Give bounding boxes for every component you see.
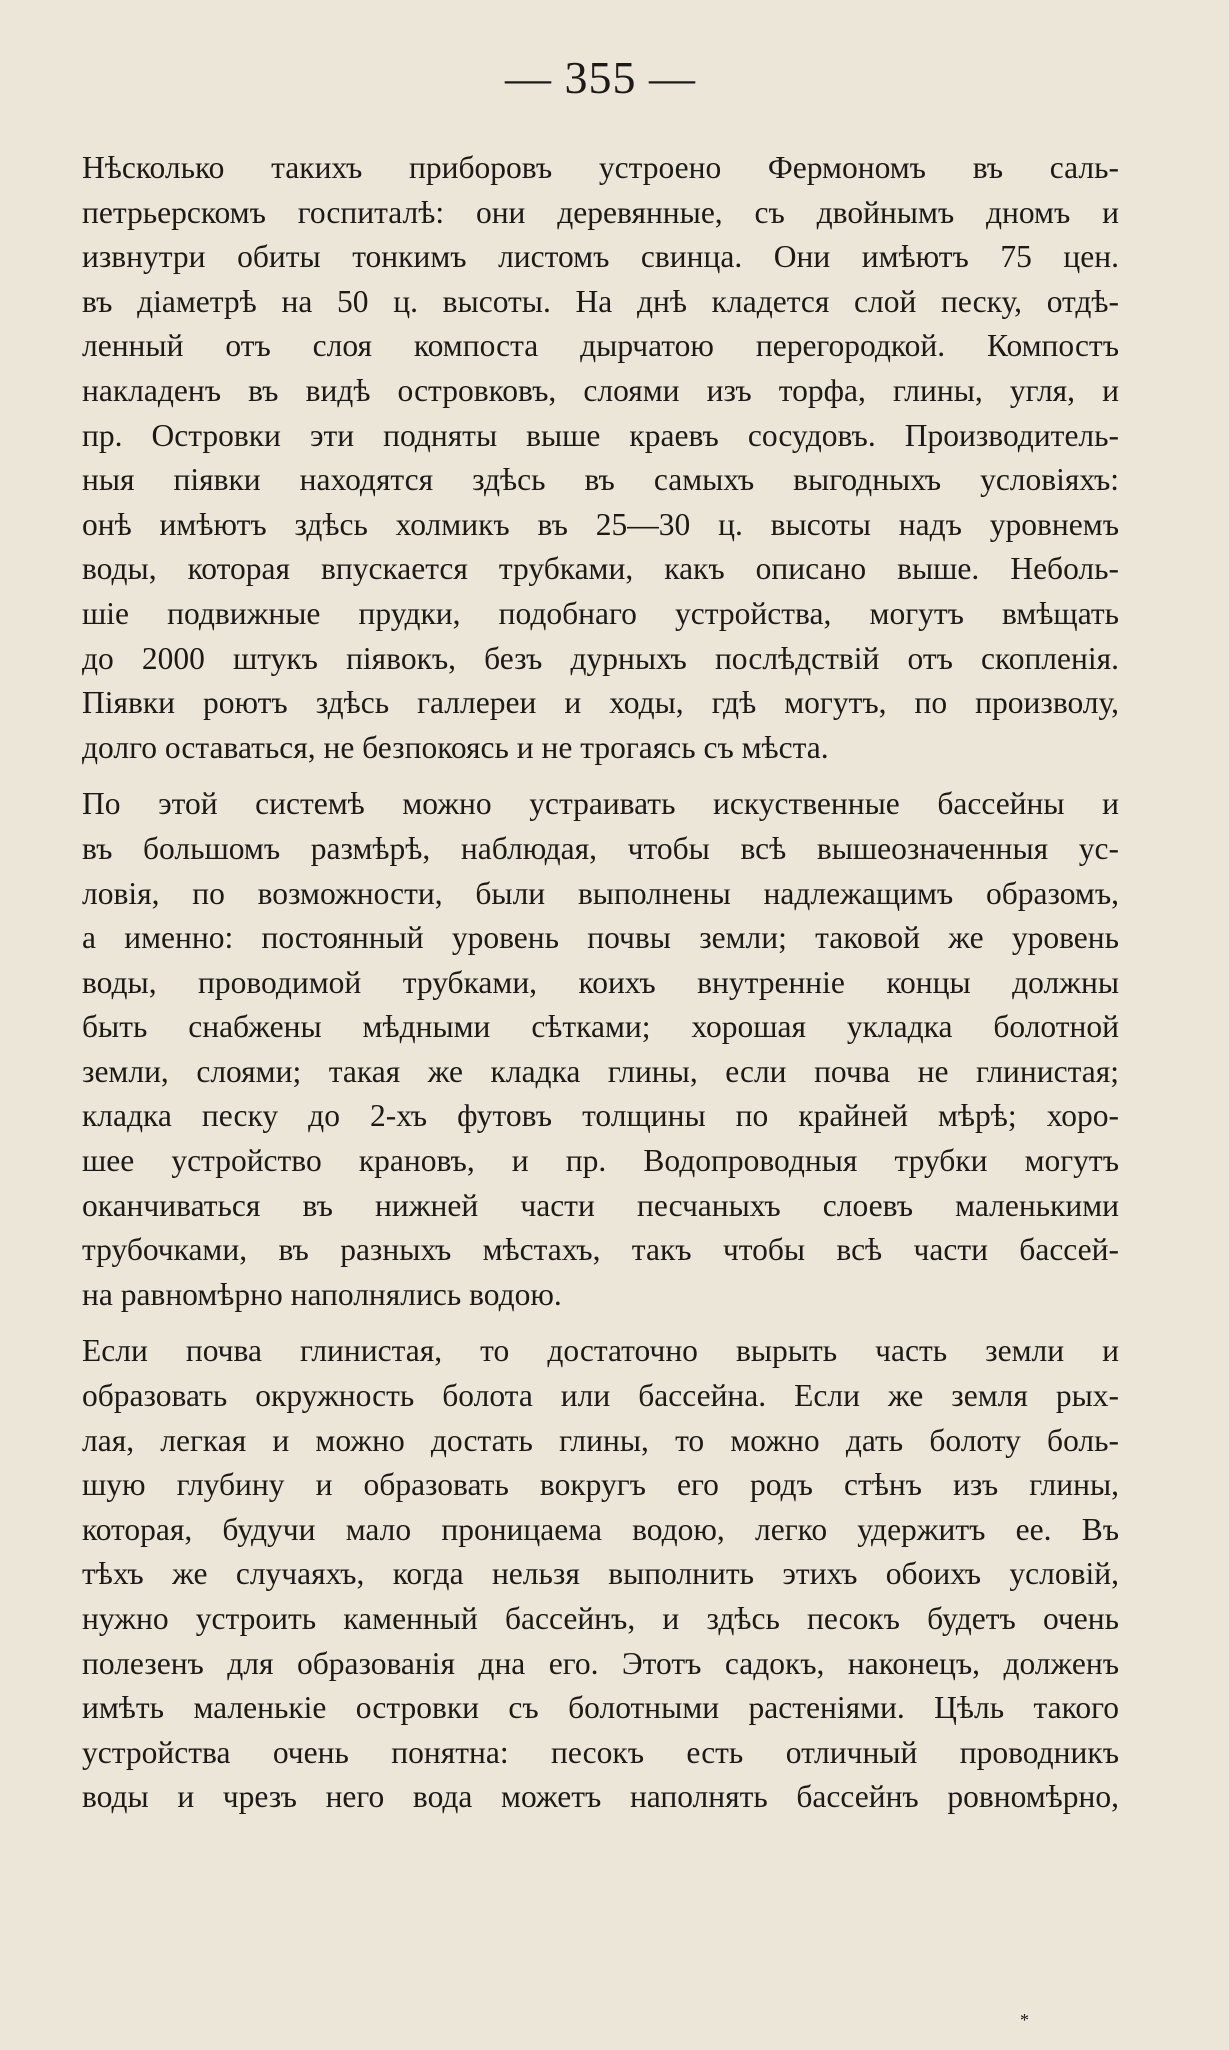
text-line: быть снабжены мѣдными сѣтками; хорошая укладка болотной [82,1009,1119,1045]
text-line: до 2000 штукъ піявокъ, безъ дурныхъ послѣдствій отъ скопленія. [82,640,1119,676]
text-line: лая, легкая и можно достать глины, то можно дать болоту боль- [82,1422,1119,1458]
text-line: имѣть маленькіе островки съ болотными растеніями. Цѣль такого [82,1690,1119,1726]
text-line: накладенъ въ видѣ островковъ, слоями изъ торфа, глины, угля, и [82,372,1119,408]
footer-mark: * [1020,2010,1029,2030]
text-line: оканчиваться въ нижней части песчаныхъ слоевъ маленькими [82,1187,1119,1223]
text-line: образовать окружность болота или бассейна. Если же земля рых- [82,1378,1119,1414]
text-line: ленный отъ слоя компоста дырчатою перегородкой. Компостъ [82,328,1119,364]
text-line: которая, будучи мало проницаема водою, легко удержитъ ее. Въ [82,1511,1119,1547]
text-line: воды и чрезъ него вода можетъ наполнять бассейнъ ровномѣрно, [82,1779,1119,1815]
paragraph-3 [82,1329,1119,1820]
text-line: воды, которая впускается трубками, какъ описано выше. Неболь- [82,551,1119,587]
text-line: шую глубину и образовать вокругъ его родъ стѣнъ изъ глины, [82,1467,1119,1503]
text-line: петрьерскомъ госпиталѣ: они деревянные, съ двойнымъ дномъ и [82,194,1119,230]
text-line: въ діаметрѣ на 50 ц. высоты. На днѣ кладется слой песку, отдѣ- [82,283,1119,319]
text-line: трубочками, въ разныхъ мѣстахъ, такъ чтобы всѣ части бассей- [82,1232,1119,1268]
body-text [82,146,1119,1820]
text-line: воды, проводимой трубками, коихъ внутренніе концы должны [82,964,1119,1000]
text-line: ловія, по возможности, были выполнены надлежащимъ образомъ, [82,875,1119,911]
text-line: долго оставаться, не безпокоясь и не трогаясь съ мѣста. [82,729,829,765]
text-line: а именно: постоянный уровень почвы земли; таковой же уровень [82,920,1119,956]
page-number: — 355 — [505,52,696,103]
text-line: Если почва глинистая, то достаточно вырыть часть земли и [82,1333,1119,1369]
text-line: устройства очень понятна: песокъ есть отличный проводникъ [82,1734,1119,1770]
text-line: пр. Островки эти подняты выше краевъ сосудовъ. Производитель- [82,417,1119,453]
text-line: въ большомъ размѣрѣ, наблюдая, чтобы всѣ вышеозначенныя ус- [82,830,1119,866]
text-line: земли, слоями; такая же кладка глины, если почва не глинистая; [82,1053,1119,1089]
text-line: нужно устроить каменный бассейнъ, и здѣсь песокъ будетъ очень [82,1601,1119,1636]
text-line: ныя піявки находятся здѣсь въ самыхъ выгодныхъ условіяхъ: [82,462,1119,498]
text-line: полезенъ для образованія дна его. Этотъ садокъ, наконецъ, долженъ [82,1645,1119,1681]
text-line: шіе подвижные прудки, подобнаго устройства, могутъ вмѣщать [82,595,1119,631]
text-line: онѣ имѣютъ здѣсь холмикъ въ 25—30 ц. высоты надъ уровнемъ [82,506,1119,542]
text-line: Нѣсколько такихъ приборовъ устроено Фермономъ въ саль- [82,150,1119,185]
text-line: Піявки роютъ здѣсь галлереи и ходы, гдѣ могутъ, по произволу, [82,685,1119,721]
text-line: извнутри обиты тонкимъ листомъ свинца. Они имѣютъ 75 цен. [82,239,1119,275]
text-line: кладка песку до 2-хъ футовъ толщины по крайней мѣрѣ; хоро- [82,1098,1119,1134]
paragraph-2 [82,782,1119,1317]
text-line: По этой системѣ можно устраивать искуственные бассейны и [82,786,1119,822]
paragraph-1 [82,146,1119,770]
text-line: на равномѣрно наполнялись водою. [82,1276,562,1312]
text-line: шее устройство крановъ, и пр. Водопроводныя трубки могутъ [82,1143,1119,1179]
text-line: тѣхъ же случаяхъ, когда нельзя выполнить этихъ обоихъ условій, [82,1556,1119,1592]
